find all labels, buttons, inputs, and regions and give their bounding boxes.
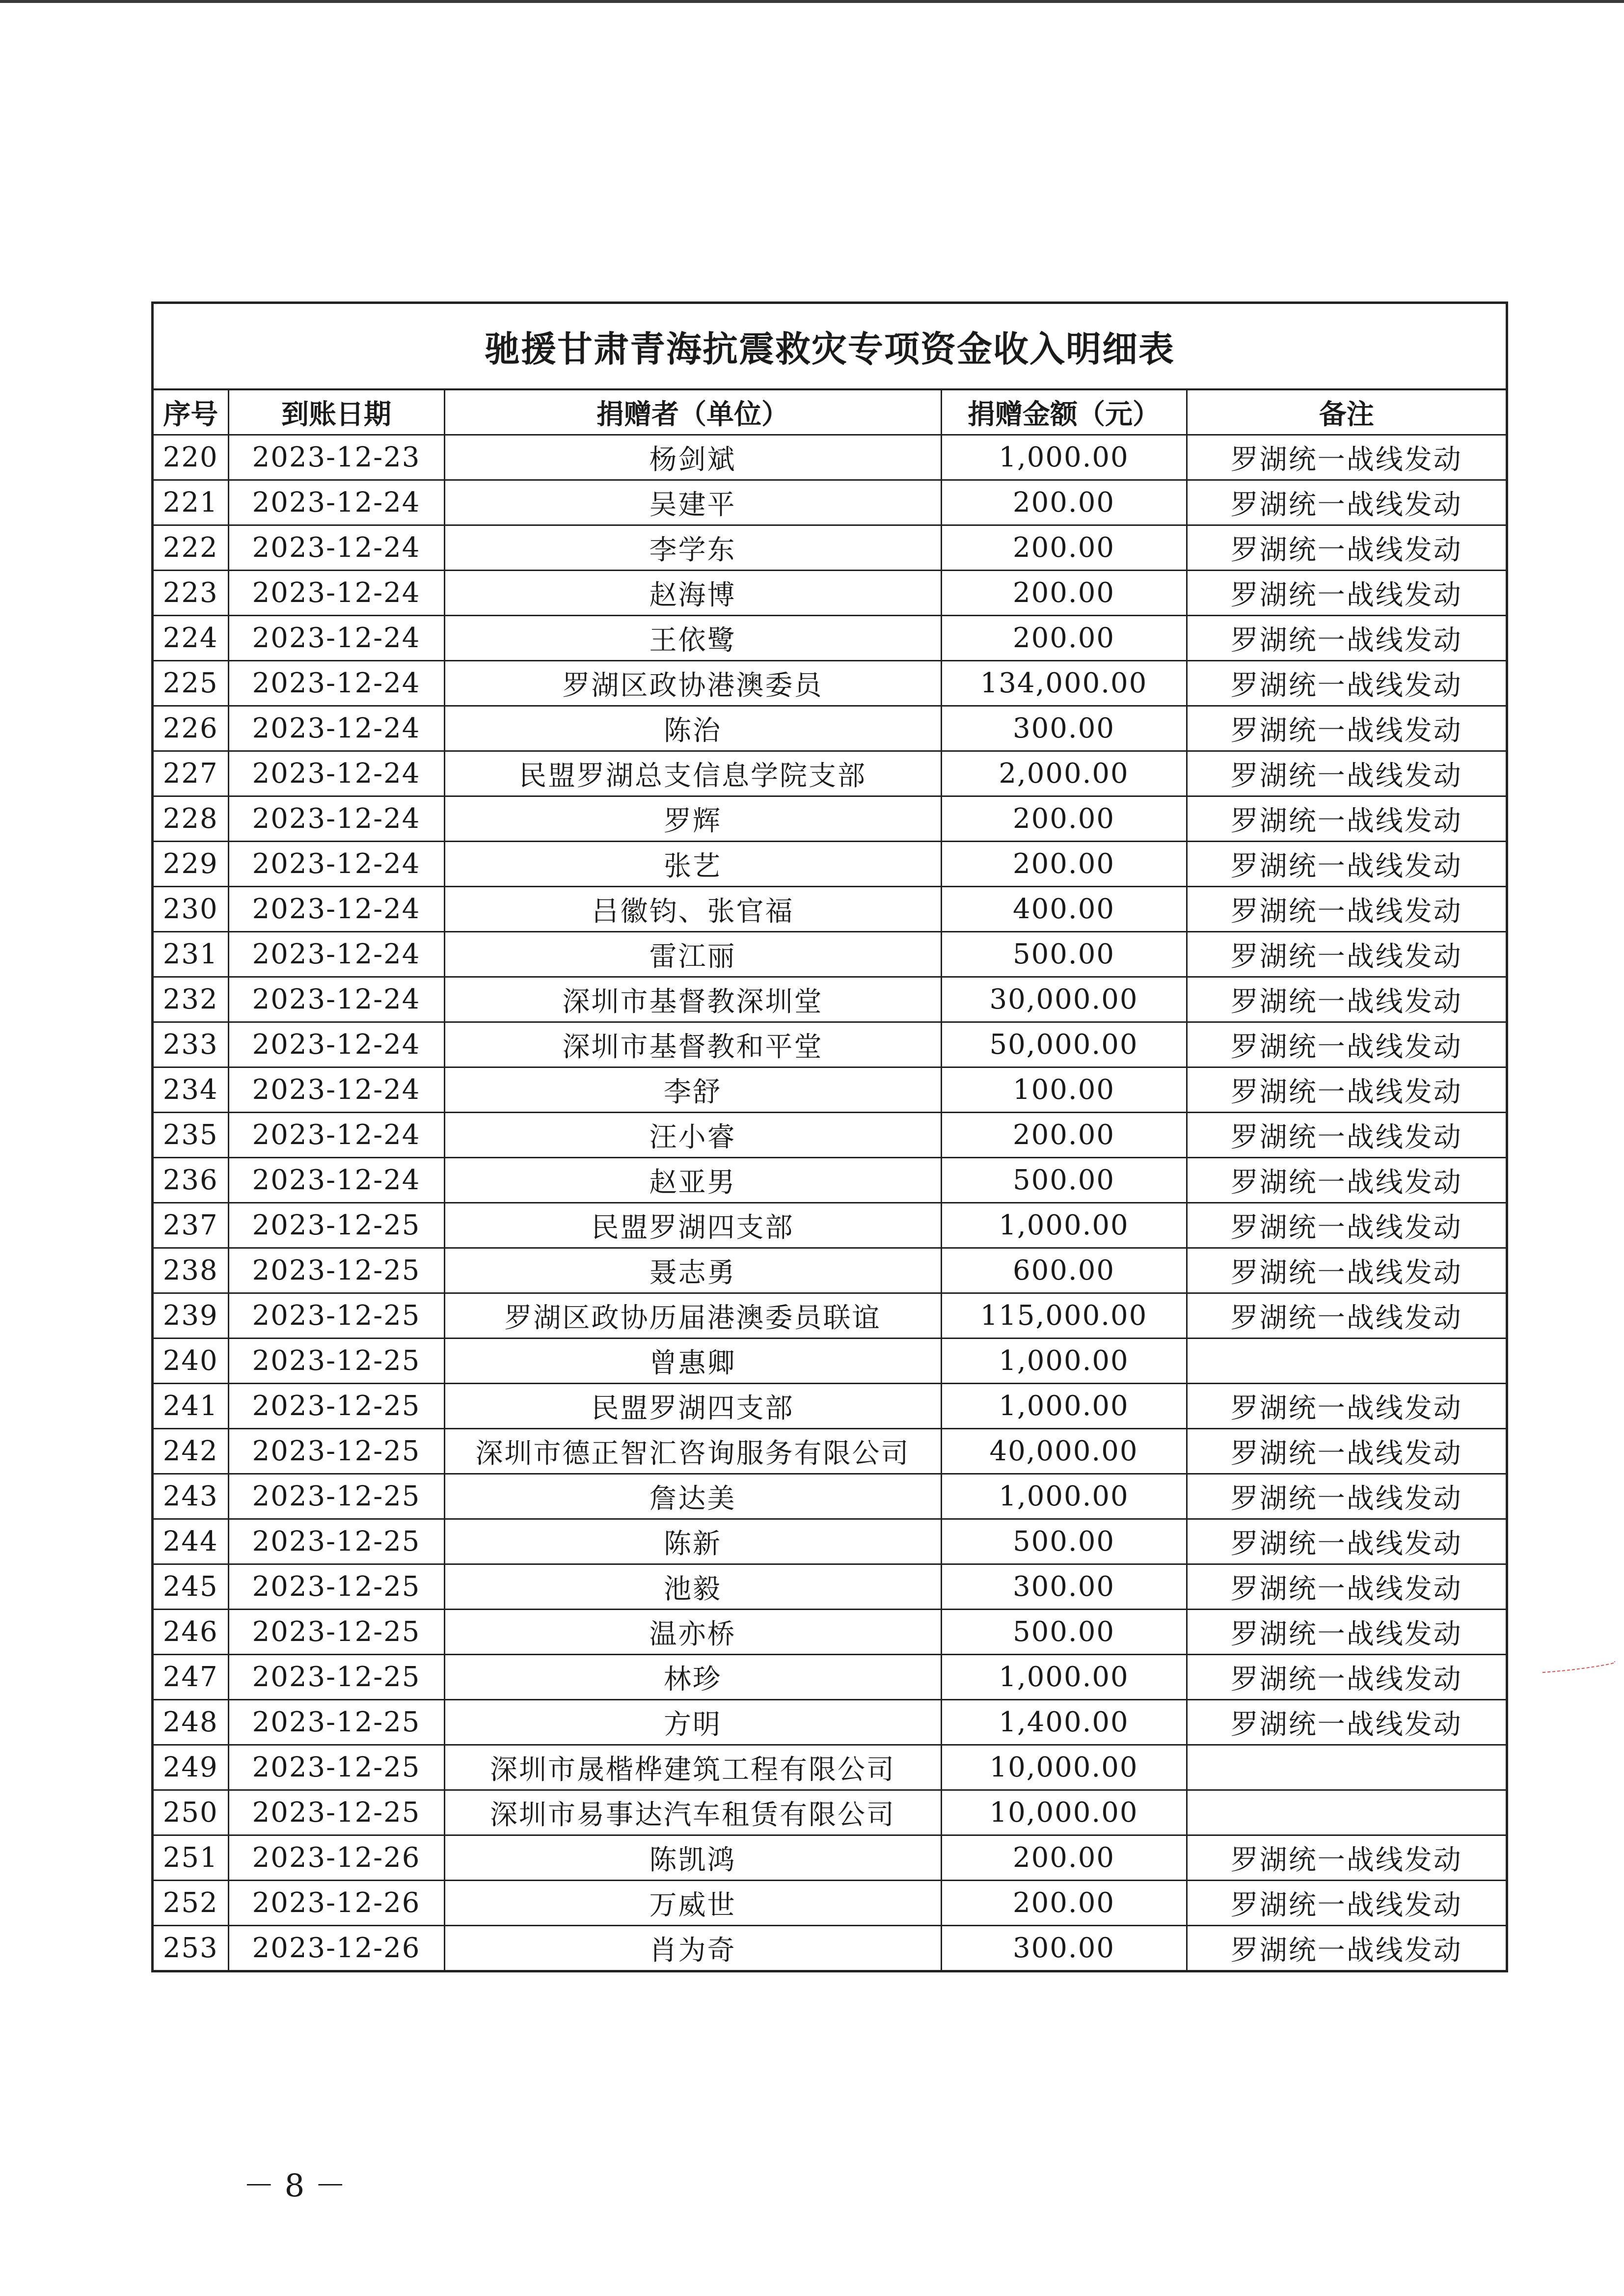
cell-donor: 深圳市基督教深圳堂 — [444, 977, 941, 1022]
table-row — [154, 1384, 1506, 1429]
cell-date: 2023-12-25 — [228, 1564, 444, 1610]
cell-amount: 300.00 — [941, 1564, 1187, 1610]
cell-amount: 1,000.00 — [941, 1655, 1187, 1700]
cell-amount: 10,000.00 — [941, 1745, 1187, 1790]
cell-seq: 231 — [154, 932, 228, 977]
donation-table-container — [151, 301, 1508, 1972]
cell-seq: 236 — [154, 1158, 228, 1203]
cell-donor: 吴建平 — [444, 480, 941, 525]
cell-donor: 聂志勇 — [444, 1248, 941, 1293]
cell-date: 2023-12-25 — [228, 1790, 444, 1835]
cell-seq: 248 — [154, 1700, 228, 1745]
cell-date: 2023-12-25 — [228, 1384, 444, 1429]
cell-note: 罗湖统一战线发动 — [1187, 616, 1506, 661]
cell-date: 2023-12-24 — [228, 796, 444, 842]
cell-note: 罗湖统一战线发动 — [1187, 1700, 1506, 1745]
cell-donor: 王依鹭 — [444, 616, 941, 661]
cell-donor: 陈新 — [444, 1519, 941, 1564]
table-row — [154, 661, 1506, 706]
cell-amount: 300.00 — [941, 706, 1187, 751]
cell-amount: 200.00 — [941, 525, 1187, 571]
cell-date: 2023-12-24 — [228, 977, 444, 1022]
cell-note: 罗湖统一战线发动 — [1187, 1519, 1506, 1564]
cell-date: 2023-12-24 — [228, 751, 444, 796]
cell-date: 2023-12-24 — [228, 571, 444, 616]
table-row — [154, 1835, 1506, 1881]
cell-donor: 深圳市晟楷桦建筑工程有限公司 — [444, 1745, 941, 1790]
cell-amount: 200.00 — [941, 1835, 1187, 1881]
table-row — [154, 1610, 1506, 1655]
cell-amount: 200.00 — [941, 796, 1187, 842]
cell-donor: 陈凯鸿 — [444, 1835, 941, 1881]
cell-note: 罗湖统一战线发动 — [1187, 1564, 1506, 1610]
header-amount: 捐赠金额（元） — [941, 390, 1187, 435]
cell-date: 2023-12-24 — [228, 1022, 444, 1067]
cell-note: 罗湖统一战线发动 — [1187, 661, 1506, 706]
cell-seq: 238 — [154, 1248, 228, 1293]
donation-table — [154, 390, 1506, 1970]
cell-note: 罗湖统一战线发动 — [1187, 480, 1506, 525]
cell-seq: 241 — [154, 1384, 228, 1429]
cell-amount: 115,000.00 — [941, 1293, 1187, 1339]
cell-seq: 245 — [154, 1564, 228, 1610]
table-row — [154, 480, 1506, 525]
cell-donor: 杨剑斌 — [444, 435, 941, 480]
cell-seq: 220 — [154, 435, 228, 480]
page-top-edge — [0, 0, 1624, 3]
cell-amount: 200.00 — [941, 842, 1187, 887]
table-row — [154, 1158, 1506, 1203]
cell-donor: 罗湖区政协历届港澳委员联谊 — [444, 1293, 941, 1339]
cell-donor: 詹达美 — [444, 1474, 941, 1519]
cell-seq: 235 — [154, 1113, 228, 1158]
table-row — [154, 1700, 1506, 1745]
table-row — [154, 1293, 1506, 1339]
cell-seq: 243 — [154, 1474, 228, 1519]
cell-date: 2023-12-25 — [228, 1203, 444, 1248]
cell-date: 2023-12-24 — [228, 932, 444, 977]
table-row — [154, 1113, 1506, 1158]
cell-note: 罗湖统一战线发动 — [1187, 1022, 1506, 1067]
table-row — [154, 977, 1506, 1022]
cell-note: 罗湖统一战线发动 — [1187, 1067, 1506, 1113]
page-number: － 8 － — [243, 2168, 346, 2204]
cell-amount: 400.00 — [941, 887, 1187, 932]
cell-note: 罗湖统一战线发动 — [1187, 1835, 1506, 1881]
cell-amount: 500.00 — [941, 932, 1187, 977]
header-donor: 捐赠者（单位） — [444, 390, 941, 435]
cell-note: 罗湖统一战线发动 — [1187, 1113, 1506, 1158]
cell-donor: 陈治 — [444, 706, 941, 751]
cell-donor: 汪小睿 — [444, 1113, 941, 1158]
cell-date: 2023-12-25 — [228, 1700, 444, 1745]
cell-seq: 232 — [154, 977, 228, 1022]
cell-donor: 深圳市德正智汇咨询服务有限公司 — [444, 1429, 941, 1474]
cell-donor: 民盟罗湖总支信息学院支部 — [444, 751, 941, 796]
cell-donor: 方明 — [444, 1700, 941, 1745]
cell-note: 罗湖统一战线发动 — [1187, 1203, 1506, 1248]
cell-amount: 134,000.00 — [941, 661, 1187, 706]
cell-date: 2023-12-25 — [228, 1474, 444, 1519]
cell-note: 罗湖统一战线发动 — [1187, 796, 1506, 842]
cell-note — [1187, 1339, 1506, 1384]
cell-seq: 229 — [154, 842, 228, 887]
table-row — [154, 1655, 1506, 1700]
table-row — [154, 1022, 1506, 1067]
table-row — [154, 1429, 1506, 1474]
table-row — [154, 1790, 1506, 1835]
cell-donor: 林珍 — [444, 1655, 941, 1700]
cell-amount: 1,000.00 — [941, 435, 1187, 480]
cell-seq: 224 — [154, 616, 228, 661]
cell-date: 2023-12-25 — [228, 1519, 444, 1564]
cell-seq: 226 — [154, 706, 228, 751]
cell-seq: 222 — [154, 525, 228, 571]
cell-donor: 民盟罗湖四支部 — [444, 1203, 941, 1248]
table-row — [154, 1519, 1506, 1564]
cell-date: 2023-12-24 — [228, 480, 444, 525]
cell-date: 2023-12-26 — [228, 1881, 444, 1926]
cell-amount: 200.00 — [941, 480, 1187, 525]
cell-donor: 民盟罗湖四支部 — [444, 1384, 941, 1429]
cell-note: 罗湖统一战线发动 — [1187, 751, 1506, 796]
header-note: 备注 — [1187, 390, 1506, 435]
cell-date: 2023-12-25 — [228, 1339, 444, 1384]
cell-note: 罗湖统一战线发动 — [1187, 1248, 1506, 1293]
cell-seq: 240 — [154, 1339, 228, 1384]
cell-date: 2023-12-25 — [228, 1293, 444, 1339]
table-row — [154, 1926, 1506, 1970]
table-title: 驰援甘肃青海抗震救灾专项资金收入明细表 — [154, 304, 1506, 390]
cell-seq: 252 — [154, 1881, 228, 1926]
cell-note: 罗湖统一战线发动 — [1187, 525, 1506, 571]
red-pen-mark — [1542, 1660, 1615, 1674]
cell-amount: 500.00 — [941, 1610, 1187, 1655]
cell-seq: 247 — [154, 1655, 228, 1700]
cell-donor: 深圳市易事达汽车租赁有限公司 — [444, 1790, 941, 1835]
table-header-row — [154, 390, 1506, 435]
cell-amount: 1,000.00 — [941, 1203, 1187, 1248]
cell-seq: 227 — [154, 751, 228, 796]
cell-donor: 曾惠卿 — [444, 1339, 941, 1384]
cell-note: 罗湖统一战线发动 — [1187, 706, 1506, 751]
cell-date: 2023-12-23 — [228, 435, 444, 480]
cell-donor: 赵亚男 — [444, 1158, 941, 1203]
cell-donor: 赵海博 — [444, 571, 941, 616]
cell-seq: 228 — [154, 796, 228, 842]
cell-date: 2023-12-24 — [228, 706, 444, 751]
cell-donor: 张艺 — [444, 842, 941, 887]
cell-amount: 2,000.00 — [941, 751, 1187, 796]
table-row — [154, 1203, 1506, 1248]
cell-note: 罗湖统一战线发动 — [1187, 1429, 1506, 1474]
table-row — [154, 1067, 1506, 1113]
table-row — [154, 1564, 1506, 1610]
cell-seq: 237 — [154, 1203, 228, 1248]
cell-note: 罗湖统一战线发动 — [1187, 1881, 1506, 1926]
table-row — [154, 1474, 1506, 1519]
cell-date: 2023-12-25 — [228, 1429, 444, 1474]
table-row — [154, 1745, 1506, 1790]
cell-note: 罗湖统一战线发动 — [1187, 1655, 1506, 1700]
cell-date: 2023-12-25 — [228, 1745, 444, 1790]
cell-note: 罗湖统一战线发动 — [1187, 571, 1506, 616]
cell-amount: 1,400.00 — [941, 1700, 1187, 1745]
cell-note: 罗湖统一战线发动 — [1187, 887, 1506, 932]
cell-donor: 万威世 — [444, 1881, 941, 1926]
cell-seq: 246 — [154, 1610, 228, 1655]
cell-seq: 242 — [154, 1429, 228, 1474]
cell-amount: 30,000.00 — [941, 977, 1187, 1022]
table-body — [154, 435, 1506, 1970]
cell-donor: 吕徽钧、张官福 — [444, 887, 941, 932]
cell-amount: 200.00 — [941, 1113, 1187, 1158]
cell-seq: 244 — [154, 1519, 228, 1564]
cell-donor: 温亦桥 — [444, 1610, 941, 1655]
cell-seq: 250 — [154, 1790, 228, 1835]
table-row — [154, 1881, 1506, 1926]
cell-amount: 500.00 — [941, 1519, 1187, 1564]
cell-date: 2023-12-24 — [228, 1158, 444, 1203]
cell-amount: 200.00 — [941, 616, 1187, 661]
cell-note — [1187, 1745, 1506, 1790]
cell-seq: 223 — [154, 571, 228, 616]
cell-note: 罗湖统一战线发动 — [1187, 1158, 1506, 1203]
cell-note — [1187, 1790, 1506, 1835]
cell-seq: 221 — [154, 480, 228, 525]
cell-donor: 李学东 — [444, 525, 941, 571]
cell-seq: 233 — [154, 1022, 228, 1067]
cell-date: 2023-12-24 — [228, 661, 444, 706]
cell-note: 罗湖统一战线发动 — [1187, 1926, 1506, 1970]
cell-note: 罗湖统一战线发动 — [1187, 842, 1506, 887]
header-seq: 序号 — [154, 390, 228, 435]
cell-note: 罗湖统一战线发动 — [1187, 435, 1506, 480]
cell-date: 2023-12-24 — [228, 616, 444, 661]
table-row — [154, 706, 1506, 751]
cell-donor: 罗辉 — [444, 796, 941, 842]
cell-date: 2023-12-24 — [228, 1067, 444, 1113]
cell-amount: 600.00 — [941, 1248, 1187, 1293]
table-row — [154, 842, 1506, 887]
cell-date: 2023-12-24 — [228, 887, 444, 932]
cell-amount: 50,000.00 — [941, 1022, 1187, 1067]
cell-seq: 234 — [154, 1067, 228, 1113]
cell-amount: 200.00 — [941, 1881, 1187, 1926]
cell-note: 罗湖统一战线发动 — [1187, 1293, 1506, 1339]
cell-note: 罗湖统一战线发动 — [1187, 1384, 1506, 1429]
cell-date: 2023-12-24 — [228, 842, 444, 887]
table-row — [154, 571, 1506, 616]
cell-amount: 1,000.00 — [941, 1339, 1187, 1384]
cell-amount: 100.00 — [941, 1067, 1187, 1113]
cell-donor: 肖为奇 — [444, 1926, 941, 1970]
cell-date: 2023-12-26 — [228, 1835, 444, 1881]
cell-amount: 500.00 — [941, 1158, 1187, 1203]
cell-seq: 225 — [154, 661, 228, 706]
cell-amount: 1,000.00 — [941, 1384, 1187, 1429]
cell-amount: 200.00 — [941, 571, 1187, 616]
cell-seq: 249 — [154, 1745, 228, 1790]
cell-seq: 239 — [154, 1293, 228, 1339]
cell-note: 罗湖统一战线发动 — [1187, 1474, 1506, 1519]
cell-amount: 1,000.00 — [941, 1474, 1187, 1519]
cell-donor: 池毅 — [444, 1564, 941, 1610]
cell-donor: 李舒 — [444, 1067, 941, 1113]
cell-note: 罗湖统一战线发动 — [1187, 1610, 1506, 1655]
cell-date: 2023-12-25 — [228, 1655, 444, 1700]
cell-date: 2023-12-24 — [228, 1113, 444, 1158]
table-row — [154, 796, 1506, 842]
cell-donor: 雷江丽 — [444, 932, 941, 977]
header-date: 到账日期 — [228, 390, 444, 435]
cell-donor: 罗湖区政协港澳委员 — [444, 661, 941, 706]
table-row — [154, 751, 1506, 796]
table-row — [154, 1248, 1506, 1293]
cell-seq: 253 — [154, 1926, 228, 1970]
table-row — [154, 616, 1506, 661]
cell-amount: 40,000.00 — [941, 1429, 1187, 1474]
cell-date: 2023-12-24 — [228, 525, 444, 571]
table-row — [154, 932, 1506, 977]
cell-note: 罗湖统一战线发动 — [1187, 977, 1506, 1022]
table-row — [154, 887, 1506, 932]
cell-date: 2023-12-25 — [228, 1610, 444, 1655]
cell-seq: 230 — [154, 887, 228, 932]
cell-note: 罗湖统一战线发动 — [1187, 932, 1506, 977]
cell-amount: 300.00 — [941, 1926, 1187, 1970]
table-row — [154, 1339, 1506, 1384]
cell-amount: 10,000.00 — [941, 1790, 1187, 1835]
table-row — [154, 435, 1506, 480]
cell-seq: 251 — [154, 1835, 228, 1881]
table-row — [154, 525, 1506, 571]
cell-donor: 深圳市基督教和平堂 — [444, 1022, 941, 1067]
cell-date: 2023-12-25 — [228, 1248, 444, 1293]
cell-date: 2023-12-26 — [228, 1926, 444, 1970]
